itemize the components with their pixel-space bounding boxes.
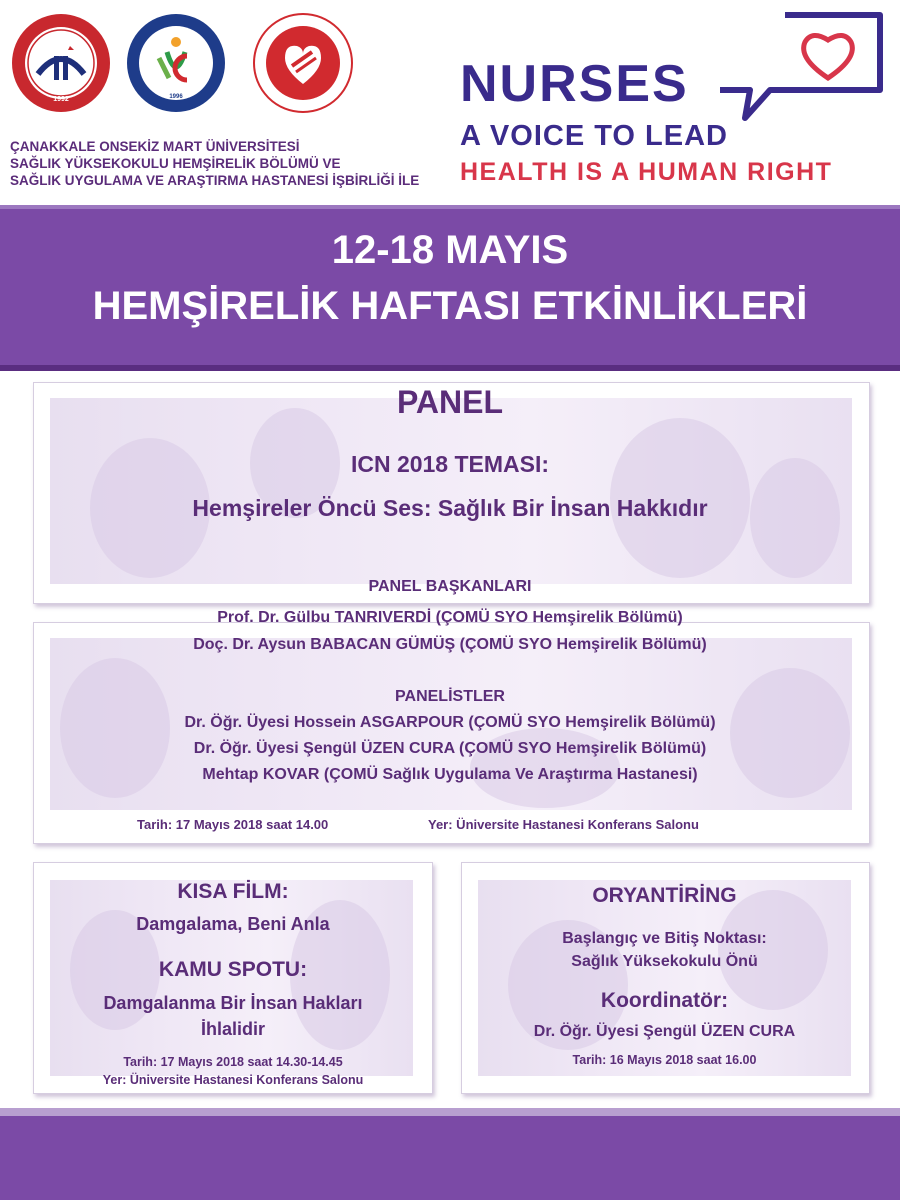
- org-line-1: ÇANAKKALE ONSEKİZ MART ÜNİVERSİTESİ: [10, 139, 300, 154]
- footer-band: [0, 1116, 900, 1200]
- event-title: HEMŞİRELİK HAFTASI ETKİNLİKLERİ: [92, 284, 808, 328]
- spot-title: KAMU SPOTU:: [158, 958, 308, 981]
- icn-theme-label: ICN 2018 TEMASI:: [350, 451, 550, 477]
- voice-to-lead-text: A VOICE TO LEAD: [460, 120, 728, 152]
- org-line-2: SAĞLIK YÜKSEKOKULU HEMŞİRELİK BÖLÜMÜ VE: [10, 156, 341, 171]
- film-place: Yer: Üniversite Hastanesi Konferans Salonu: [102, 1073, 364, 1087]
- panel-title: PANEL: [396, 384, 504, 420]
- panel-chair-2: Doç. Dr. Aysun BABACAN GÜMÜŞ (ÇOMÜ SYO Hemşirelik Bölümü): [193, 636, 707, 653]
- panelist-3: Mehtap KOVAR (ÇOMÜ Sağlık Uygulama Ve Araştırma Hastanesi): [202, 766, 698, 783]
- syo-logo-year: 1996: [169, 94, 183, 100]
- speech-heart-icon: [710, 10, 890, 130]
- orienteering-date: Tarih: 16 Mayıs 2018 saat 16.00: [572, 1053, 757, 1067]
- footer-divider: [0, 1108, 900, 1116]
- panel-chair-1: Prof. Dr. Gülbu TANRIVERDİ (ÇOMÜ SYO Hemşirelik Bölümü): [217, 609, 683, 626]
- orienteering-point-label: Başlangıç ve Bitiş Noktası:: [562, 930, 767, 947]
- coordinator-name: Dr. Öğr. Üyesi Şengül ÜZEN CURA: [533, 1023, 796, 1040]
- panel-background-photo: [50, 398, 852, 584]
- panel-place: Yer: Üniversite Hastanesi Konferans Salonu: [428, 817, 699, 832]
- icn-campaign-logo: [455, 10, 895, 190]
- organizer-text: [10, 138, 419, 189]
- film-date: Tarih: 17 Mayıs 2018 saat 14.30-14.45: [123, 1055, 343, 1069]
- panelist-1: Dr. Öğr. Üyesi Hossein ASGARPOUR (ÇOMÜ SYO Hemşirelik Bölümü): [184, 714, 716, 731]
- banner-divider: [0, 365, 900, 371]
- spot-line-2: İhlalidir: [200, 1019, 265, 1039]
- panel-date: Tarih: 17 Mayıs 2018 saat 14.00: [137, 817, 329, 832]
- hospital-logo: [252, 12, 354, 114]
- orienteering-point: Sağlık Yüksekokulu Önü: [571, 953, 758, 970]
- film-name: Damgalama, Beni Anla: [136, 914, 330, 934]
- spot-line-1: Damgalanma Bir İnsan Hakları: [103, 993, 363, 1013]
- health-right-text: HEALTH IS A HUMAN RIGHT: [460, 158, 833, 186]
- icn-theme: Hemşireler Öncü Ses: Sağlık Bir İnsan Hakkıdır: [192, 495, 708, 521]
- event-dates: 12-18 MAYIS: [331, 228, 569, 272]
- orienteering-background-photo: [478, 880, 851, 1076]
- orienteering-title: ORYANTİRİNG: [592, 884, 737, 907]
- nurses-text: NURSES: [460, 55, 689, 113]
- panel-chairs-label: PANEL BAŞKANLARI: [368, 578, 532, 595]
- org-line-3: SAĞLIK UYGULAMA VE ARAŞTIRMA HASTANESİ İŞBİRLİĞİ İLE: [10, 173, 420, 188]
- panelist-2: Dr. Öğr. Üyesi Şengül ÜZEN CURA (ÇOMÜ SYO Hemşirelik Bölümü): [193, 740, 707, 757]
- panelists-label: PANELİSTLER: [395, 688, 505, 705]
- coordinator-title: Koordinatör:: [600, 989, 729, 1012]
- film-title: KISA FİLM:: [177, 880, 289, 903]
- comu-logo-year: 1992: [53, 96, 69, 103]
